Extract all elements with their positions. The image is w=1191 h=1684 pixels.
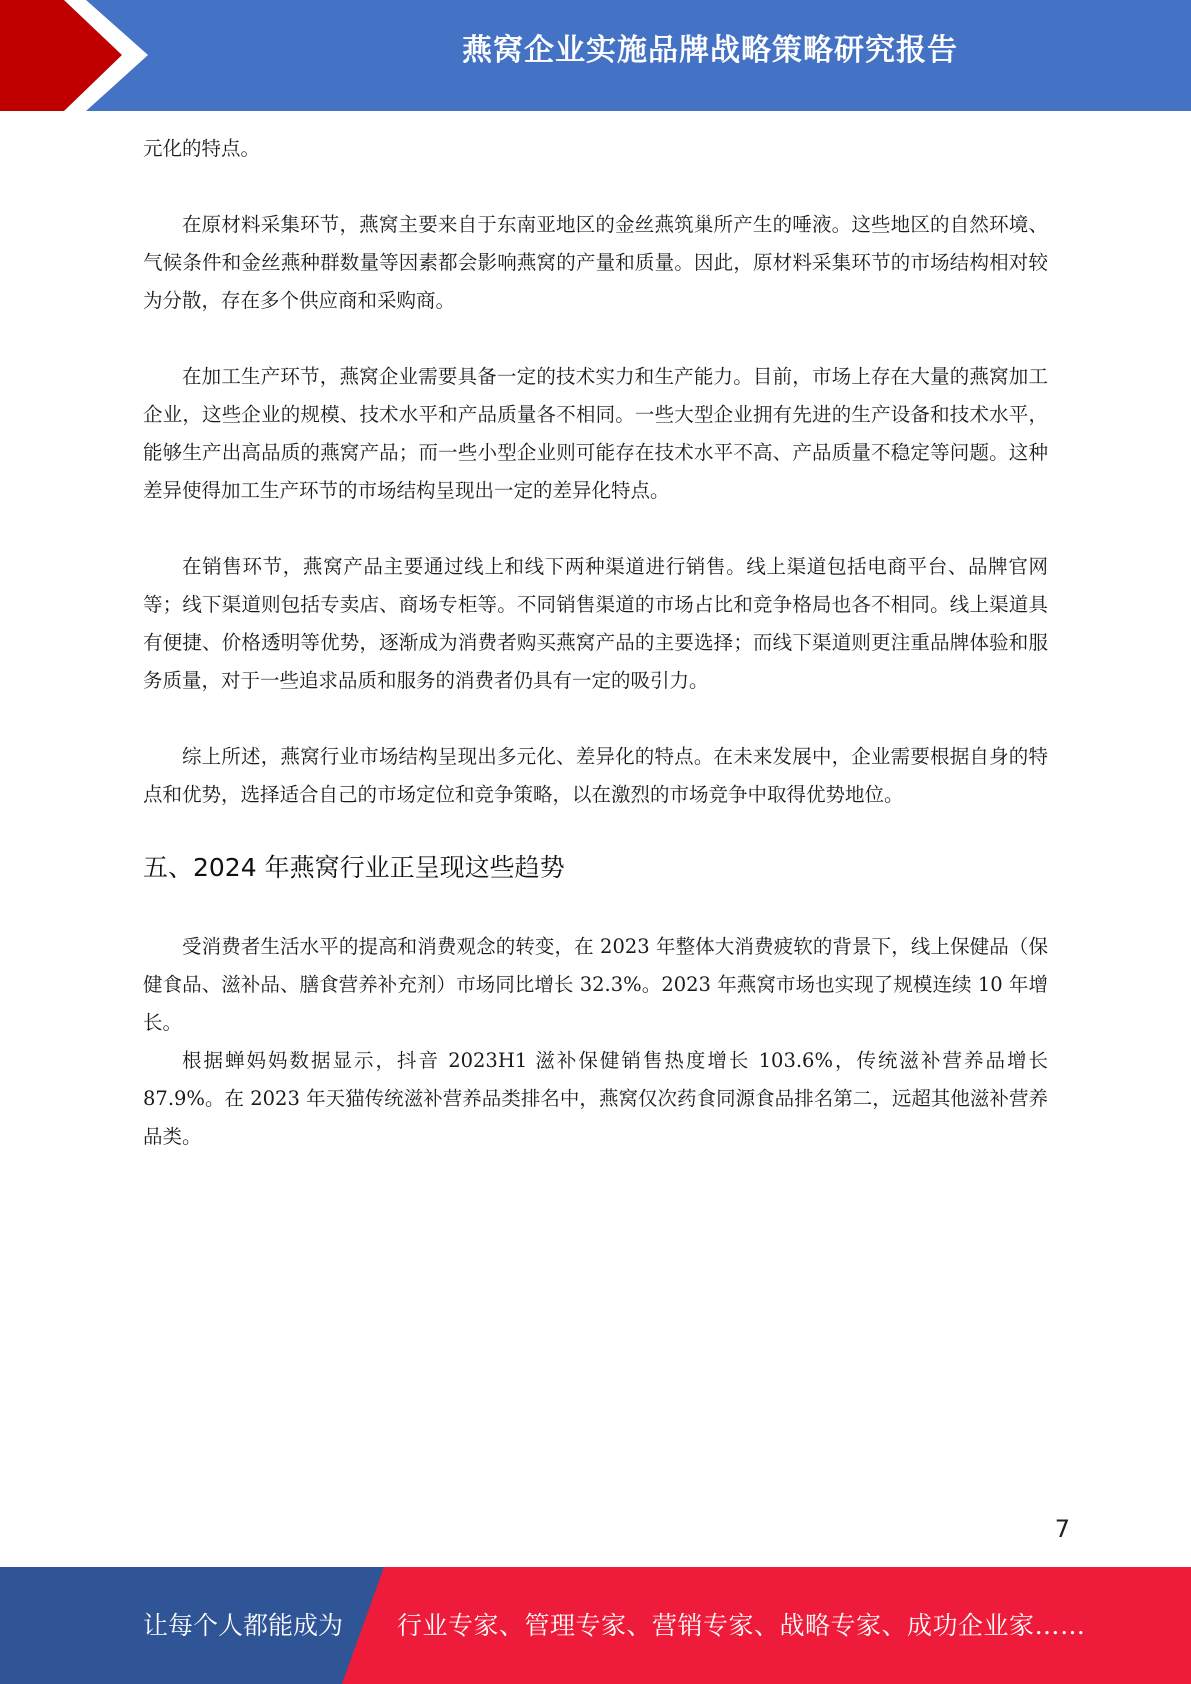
page-number: 7 (1054, 1515, 1070, 1543)
footer-slogan-left: 让每个人都能成为 (143, 1611, 344, 1640)
page-footer (0, 1567, 1191, 1684)
paragraph-processing: 在加工生产环节，燕窝企业需要具备一定的技术实力和生产能力。目前，市场上存在大量的燕窝加工企业，这些企业的规模、技术水平和产品质量各不相同。一些大型企业拥有先进的生产设备和技术水平，能够生产出高品质的燕窝产品；而一些小型企业则可能存在技术水平不高、产品质量不稳定等问题。这种差异使得加工生产环节的市场结构呈现出一定的差异化特点。 (143, 365, 1048, 502)
footer-slogan-right: 行业专家、管理专家、营销专家、战略专家、成功企业家…… (397, 1611, 1086, 1640)
paragraph-summary: 综上所述，燕窝行业市场结构呈现出多元化、差异化的特点。在未来发展中，企业需要根据自身的特点和优势，选择适合自己的市场定位和竞争策略，以在激烈的市场竞争中取得优势地位。 (143, 745, 1048, 806)
document-body (143, 130, 1048, 1156)
header-title: 燕窝企业实施品牌战略策略研究报告 (462, 33, 958, 68)
section-heading: 五、2024 年燕窝行业正呈现这些趋势 (143, 853, 565, 882)
paragraph-market-growth: 受消费者生活水平的提高和消费观念的转变，在 2023 年整体大消费疲软的背景下，线上保健品（保健食品、滋补品、膳食营养补充剂）市场同比增长 32.3%。2023 年燕窝市场也实现了规模连续 10 年增长。 (143, 935, 1048, 1034)
paragraph-sales: 在销售环节，燕窝产品主要通过线上和线下两种渠道进行销售。线上渠道包括电商平台、品牌官网等；线下渠道则包括专卖店、商场专柜等。不同销售渠道的市场占比和竞争格局也各不相同。线上渠道具有便捷、价格透明等优势，逐渐成为消费者购买燕窝产品的主要选择；而线下渠道则更注重品牌体验和服务质量，对于一些追求品质和服务的消费者仍具有一定的吸引力。 (143, 555, 1048, 692)
paragraph-raw-material: 在原材料采集环节，燕窝主要来自于东南亚地区的金丝燕筑巢所产生的唾液。这些地区的自然环境、气候条件和金丝燕种群数量等因素都会影响燕窝的产量和质量。因此，原材料采集环节的市场结构相对较为分散，存在多个供应商和采购商。 (143, 213, 1048, 312)
paragraph-douyin-data: 根据蝉妈妈数据显示，抖音 2023H1 滋补保健销售热度增长 103.6%，传统滋补营养品增长 87.9%。在 2023 年天猫传统滋补营养品类排名中，燕窝仅次药食同源食品排名第二，远超其他滋补营养品类。 (143, 1049, 1048, 1148)
page-header (0, 0, 1191, 111)
paragraph-continuation: 元化的特点。 (143, 137, 261, 160)
